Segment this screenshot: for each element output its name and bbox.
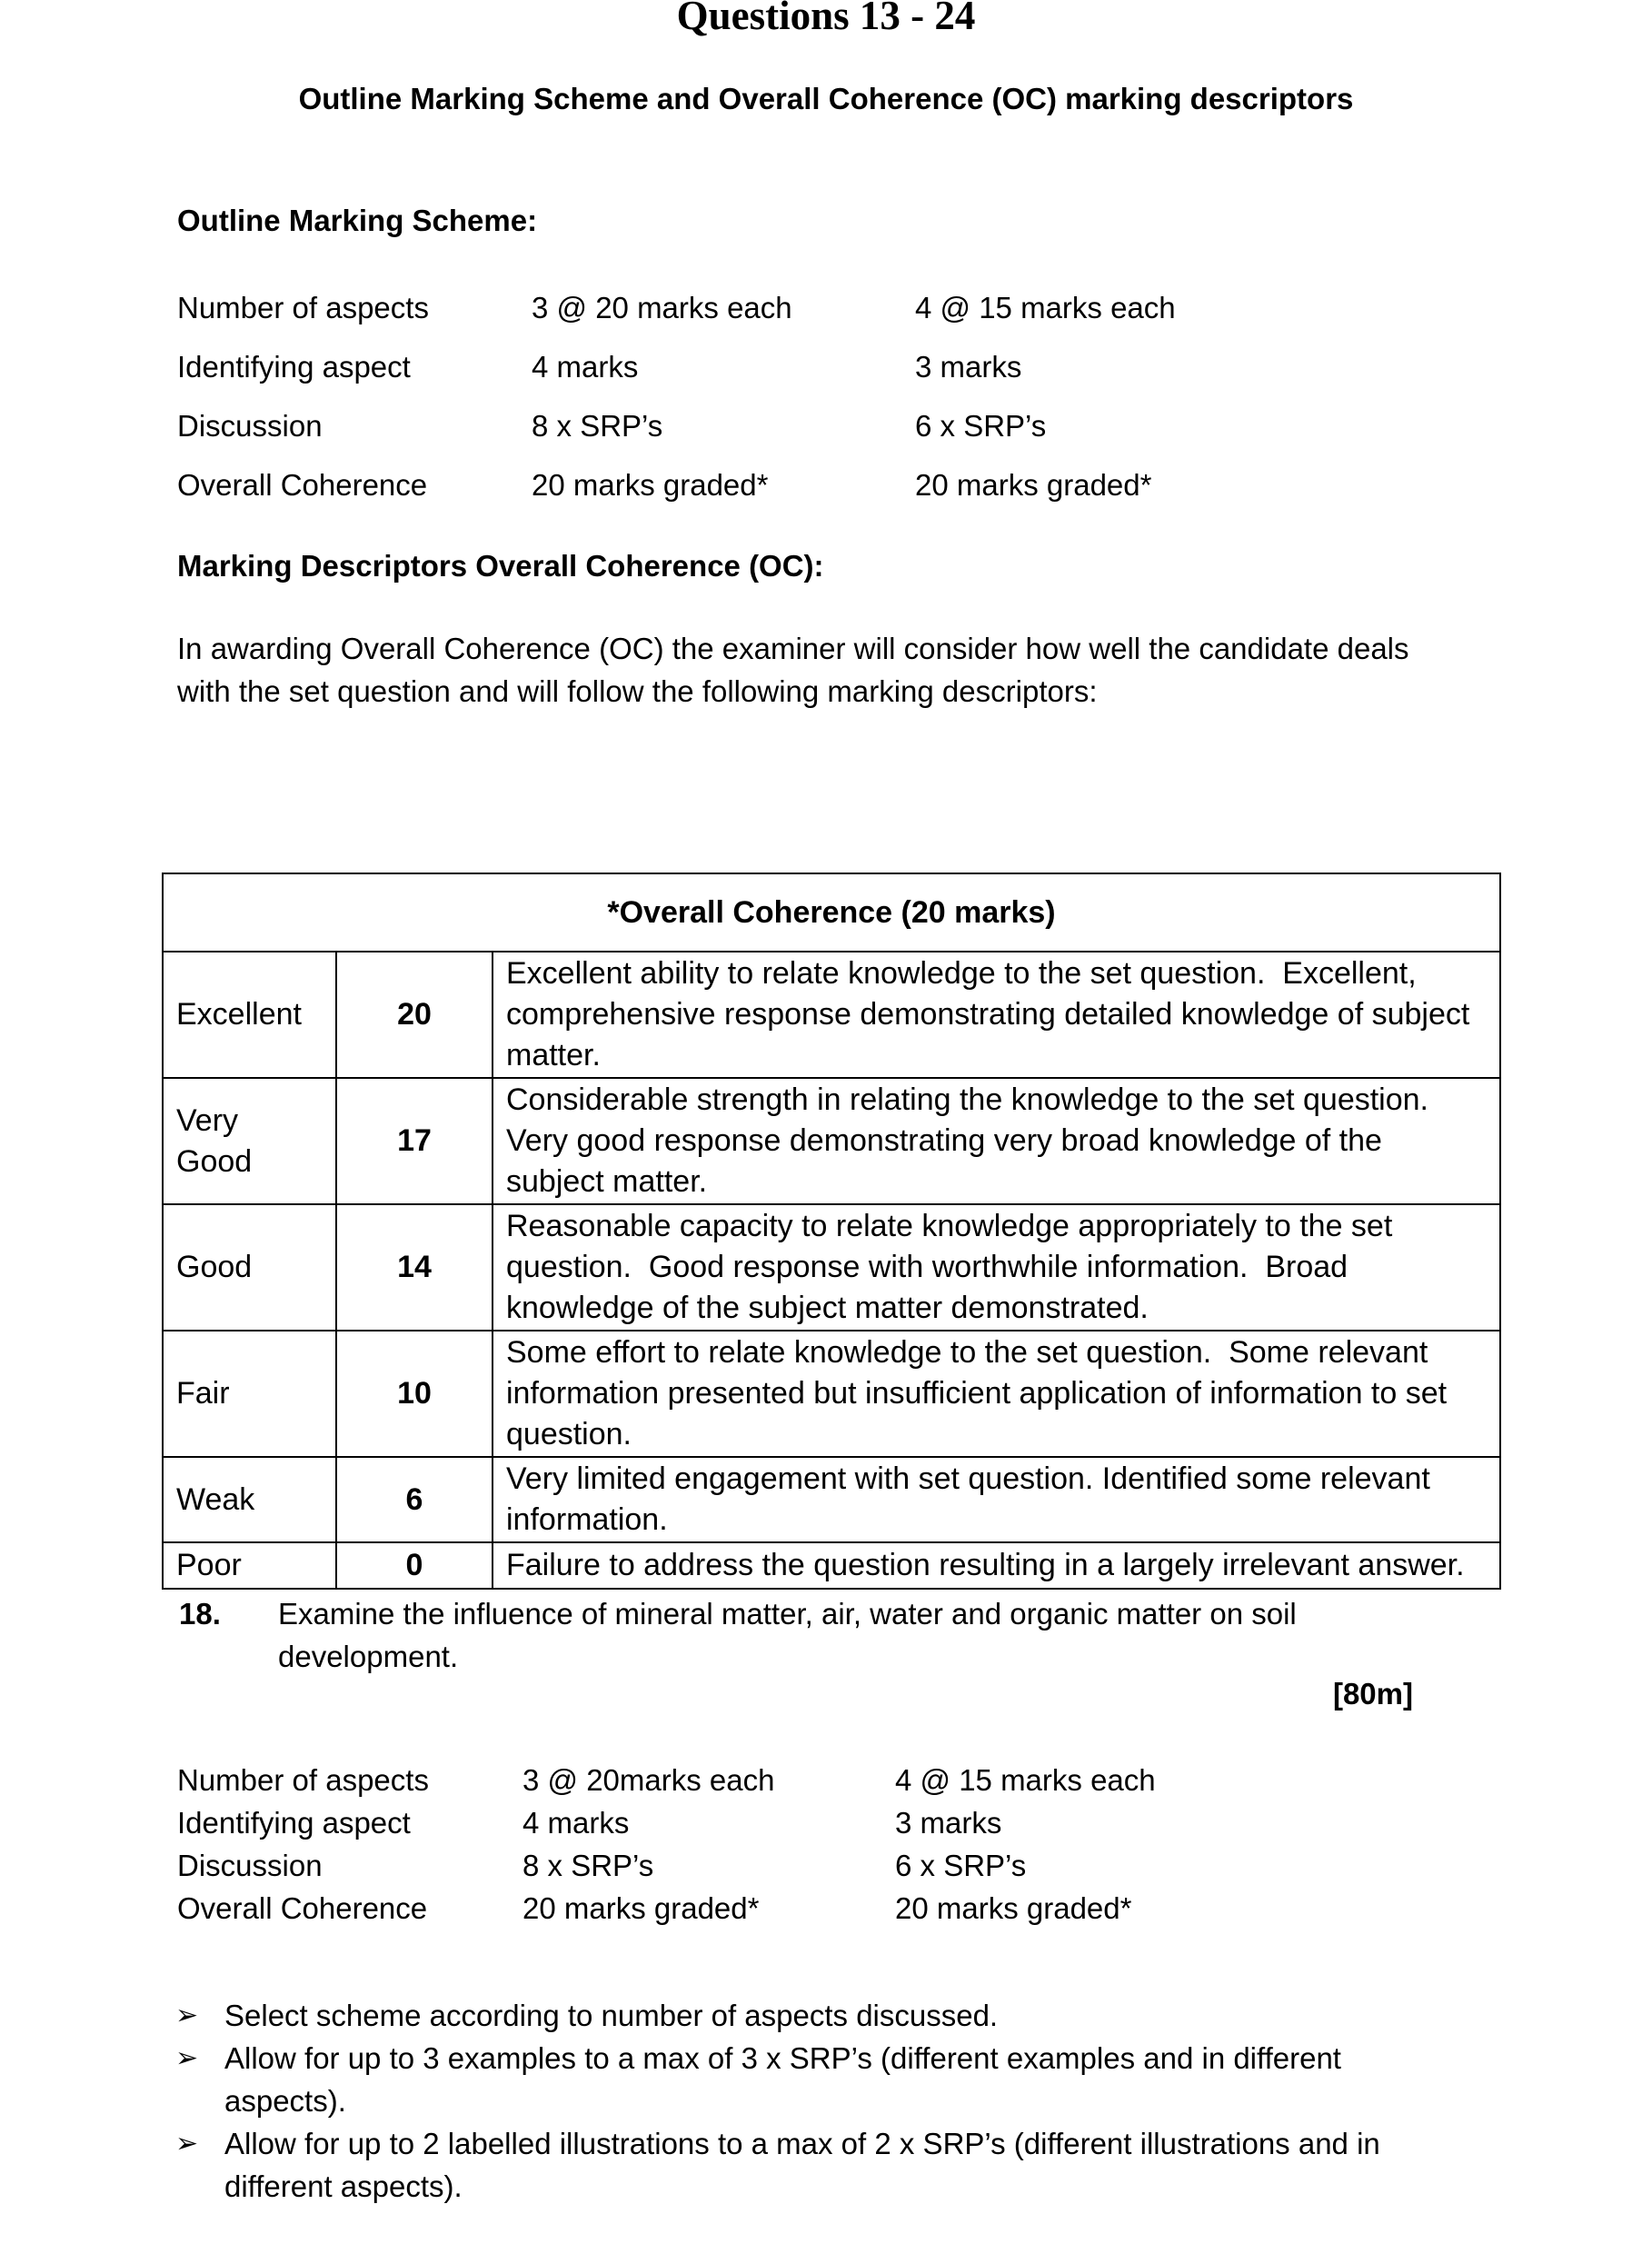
table-header-row	[163, 873, 1500, 952]
table-header: *Overall Coherence (20 marks)	[163, 873, 1500, 952]
bullet-item	[175, 2037, 1475, 2122]
question-text: Examine the influence of mineral matter, air, water and organic matter on soil development.	[278, 1597, 1305, 1673]
arrowhead-bullet-icon: ➢	[175, 2000, 199, 2031]
marks-cell: 10	[336, 1331, 493, 1457]
scheme-row-col-a: 3 @ 20 marks each	[532, 291, 792, 324]
scheme-row-col-b: 4 @ 15 marks each	[915, 291, 1176, 324]
grade-cell	[163, 1204, 336, 1331]
table-row	[163, 1457, 1500, 1542]
scheme-row-col-b: 3 marks	[895, 1806, 1002, 1840]
marks-cell: 0	[336, 1542, 493, 1589]
grade-cell	[163, 1331, 336, 1457]
arrowhead-bullet-icon: ➢	[175, 2128, 199, 2159]
scheme-row-col-a: 20 marks graded*	[522, 1891, 760, 1925]
grade-label: Good	[176, 1250, 253, 1284]
descriptor-cell: Some effort to relate knowledge to the set question. Some relevant information presented but insufficient application of information to set question.	[493, 1331, 1500, 1457]
marks-cell: 6	[336, 1457, 493, 1542]
scheme-row-col-a: 8 x SRP’s	[522, 1849, 654, 1882]
grade-cell	[163, 1457, 336, 1542]
notes-bullet-list	[175, 1994, 1475, 2208]
scheme2-row	[0, 1761, 1652, 1804]
question-number: 18.	[179, 1597, 221, 1631]
marks-cell: 14	[336, 1204, 493, 1331]
table-row	[163, 1331, 1500, 1457]
scheme-row-label: Overall Coherence	[177, 468, 428, 502]
scheme1-row	[0, 348, 1652, 391]
grade-label: Fair	[176, 1376, 230, 1411]
overall-coherence-table	[162, 873, 1501, 1590]
question-marks-badge: [80m]	[1332, 1677, 1413, 1710]
table-row	[163, 1078, 1500, 1204]
scheme2-row	[0, 1890, 1652, 1932]
descriptor-cell: Considerable strength in relating the knowledge to the set question. Very good response demonstrating very broad knowledge of the subject matter.	[493, 1078, 1500, 1204]
table-row	[163, 952, 1500, 1078]
scheme-row-label: Discussion	[177, 409, 323, 443]
bullet-item	[175, 1994, 1475, 2037]
scheme-row-col-b: 20 marks graded*	[895, 1891, 1132, 1925]
scheme-row-col-a: 3 @ 20marks each	[522, 1763, 775, 1797]
scheme-row-label: Discussion	[177, 1849, 323, 1882]
descriptor-cell: Excellent ability to relate knowledge to the set question. Excellent, comprehensive response demonstrating detailed knowledge of subject matter.	[493, 952, 1500, 1078]
scheme-row-col-b: 6 x SRP’s	[895, 1849, 1027, 1882]
outline-marking-scheme-heading: Outline Marking Scheme:	[177, 204, 538, 237]
page-title: Questions 13 - 24	[676, 0, 976, 38]
scheme1-row	[0, 466, 1652, 509]
scheme-row-col-a: 4 marks	[522, 1806, 630, 1840]
grade-label: Weak	[176, 1481, 255, 1517]
scheme-row-col-a: 4 marks	[532, 350, 639, 384]
grade-label: Excellent	[176, 997, 302, 1032]
scheme-row-label: Number of aspects	[177, 1763, 429, 1797]
scheme-row-col-b: 3 marks	[915, 350, 1022, 384]
scheme-row-col-a: 20 marks graded*	[532, 468, 769, 502]
scheme-row-label: Identifying aspect	[177, 350, 411, 384]
arrowhead-bullet-icon: ➢	[175, 2042, 199, 2074]
grade-label: Very Good	[176, 1102, 253, 1179]
scheme-row-label: Number of aspects	[177, 291, 429, 324]
descriptors-intro-paragraph: In awarding Overall Coherence (OC) the examiner will consider how well the candidate deals with the set question and will follow the following marking descriptors:	[177, 632, 1418, 708]
scheme1-row	[0, 407, 1652, 450]
scheme-row-label: Overall Coherence	[177, 1891, 428, 1925]
marks-cell: 20	[336, 952, 493, 1078]
grade-label: Poor	[176, 1548, 242, 1582]
scheme-row-col-b: 20 marks graded*	[915, 468, 1152, 502]
scheme2-row	[0, 1804, 1652, 1847]
bullet-item	[175, 2122, 1475, 2208]
marks-cell: 17	[336, 1078, 493, 1204]
grade-cell	[163, 1078, 336, 1204]
scheme-row-col-b: 4 @ 15 marks each	[895, 1763, 1156, 1797]
scheme-row-label: Identifying aspect	[177, 1806, 411, 1840]
bullet-text: Select scheme according to number of aspects discussed.	[224, 1999, 999, 2032]
scheme1-row	[0, 289, 1652, 332]
grade-cell	[163, 952, 336, 1078]
scheme-row-col-a: 8 x SRP’s	[532, 409, 663, 443]
grade-cell	[163, 1542, 336, 1589]
marking-descriptors-heading: Marking Descriptors Overall Coherence (OC):	[177, 549, 824, 583]
descriptor-cell: Very limited engagement with set question. Identified some relevant information.	[493, 1457, 1500, 1542]
table-row	[163, 1204, 1500, 1331]
page-subtitle: Outline Marking Scheme and Overall Coherence (OC) marking descriptors	[298, 82, 1354, 115]
descriptor-cell: Failure to address the question resulting in a largely irrelevant answer.	[493, 1542, 1500, 1589]
table-row	[163, 1542, 1500, 1589]
bullet-text: Allow for up to 3 examples to a max of 3 x SRP’s (different examples and in different aspects).	[224, 2041, 1350, 2118]
scheme2-row	[0, 1847, 1652, 1890]
scheme-row-col-b: 6 x SRP’s	[915, 409, 1047, 443]
descriptor-cell: Reasonable capacity to relate knowledge appropriately to the set question. Good response with worthwhile information. Broad knowledge of the subject matter demonstrated.	[493, 1204, 1500, 1331]
bullet-text: Allow for up to 2 labelled illustrations to a max of 2 x SRP’s (different illustrations and in different aspects).	[224, 2127, 1388, 2203]
